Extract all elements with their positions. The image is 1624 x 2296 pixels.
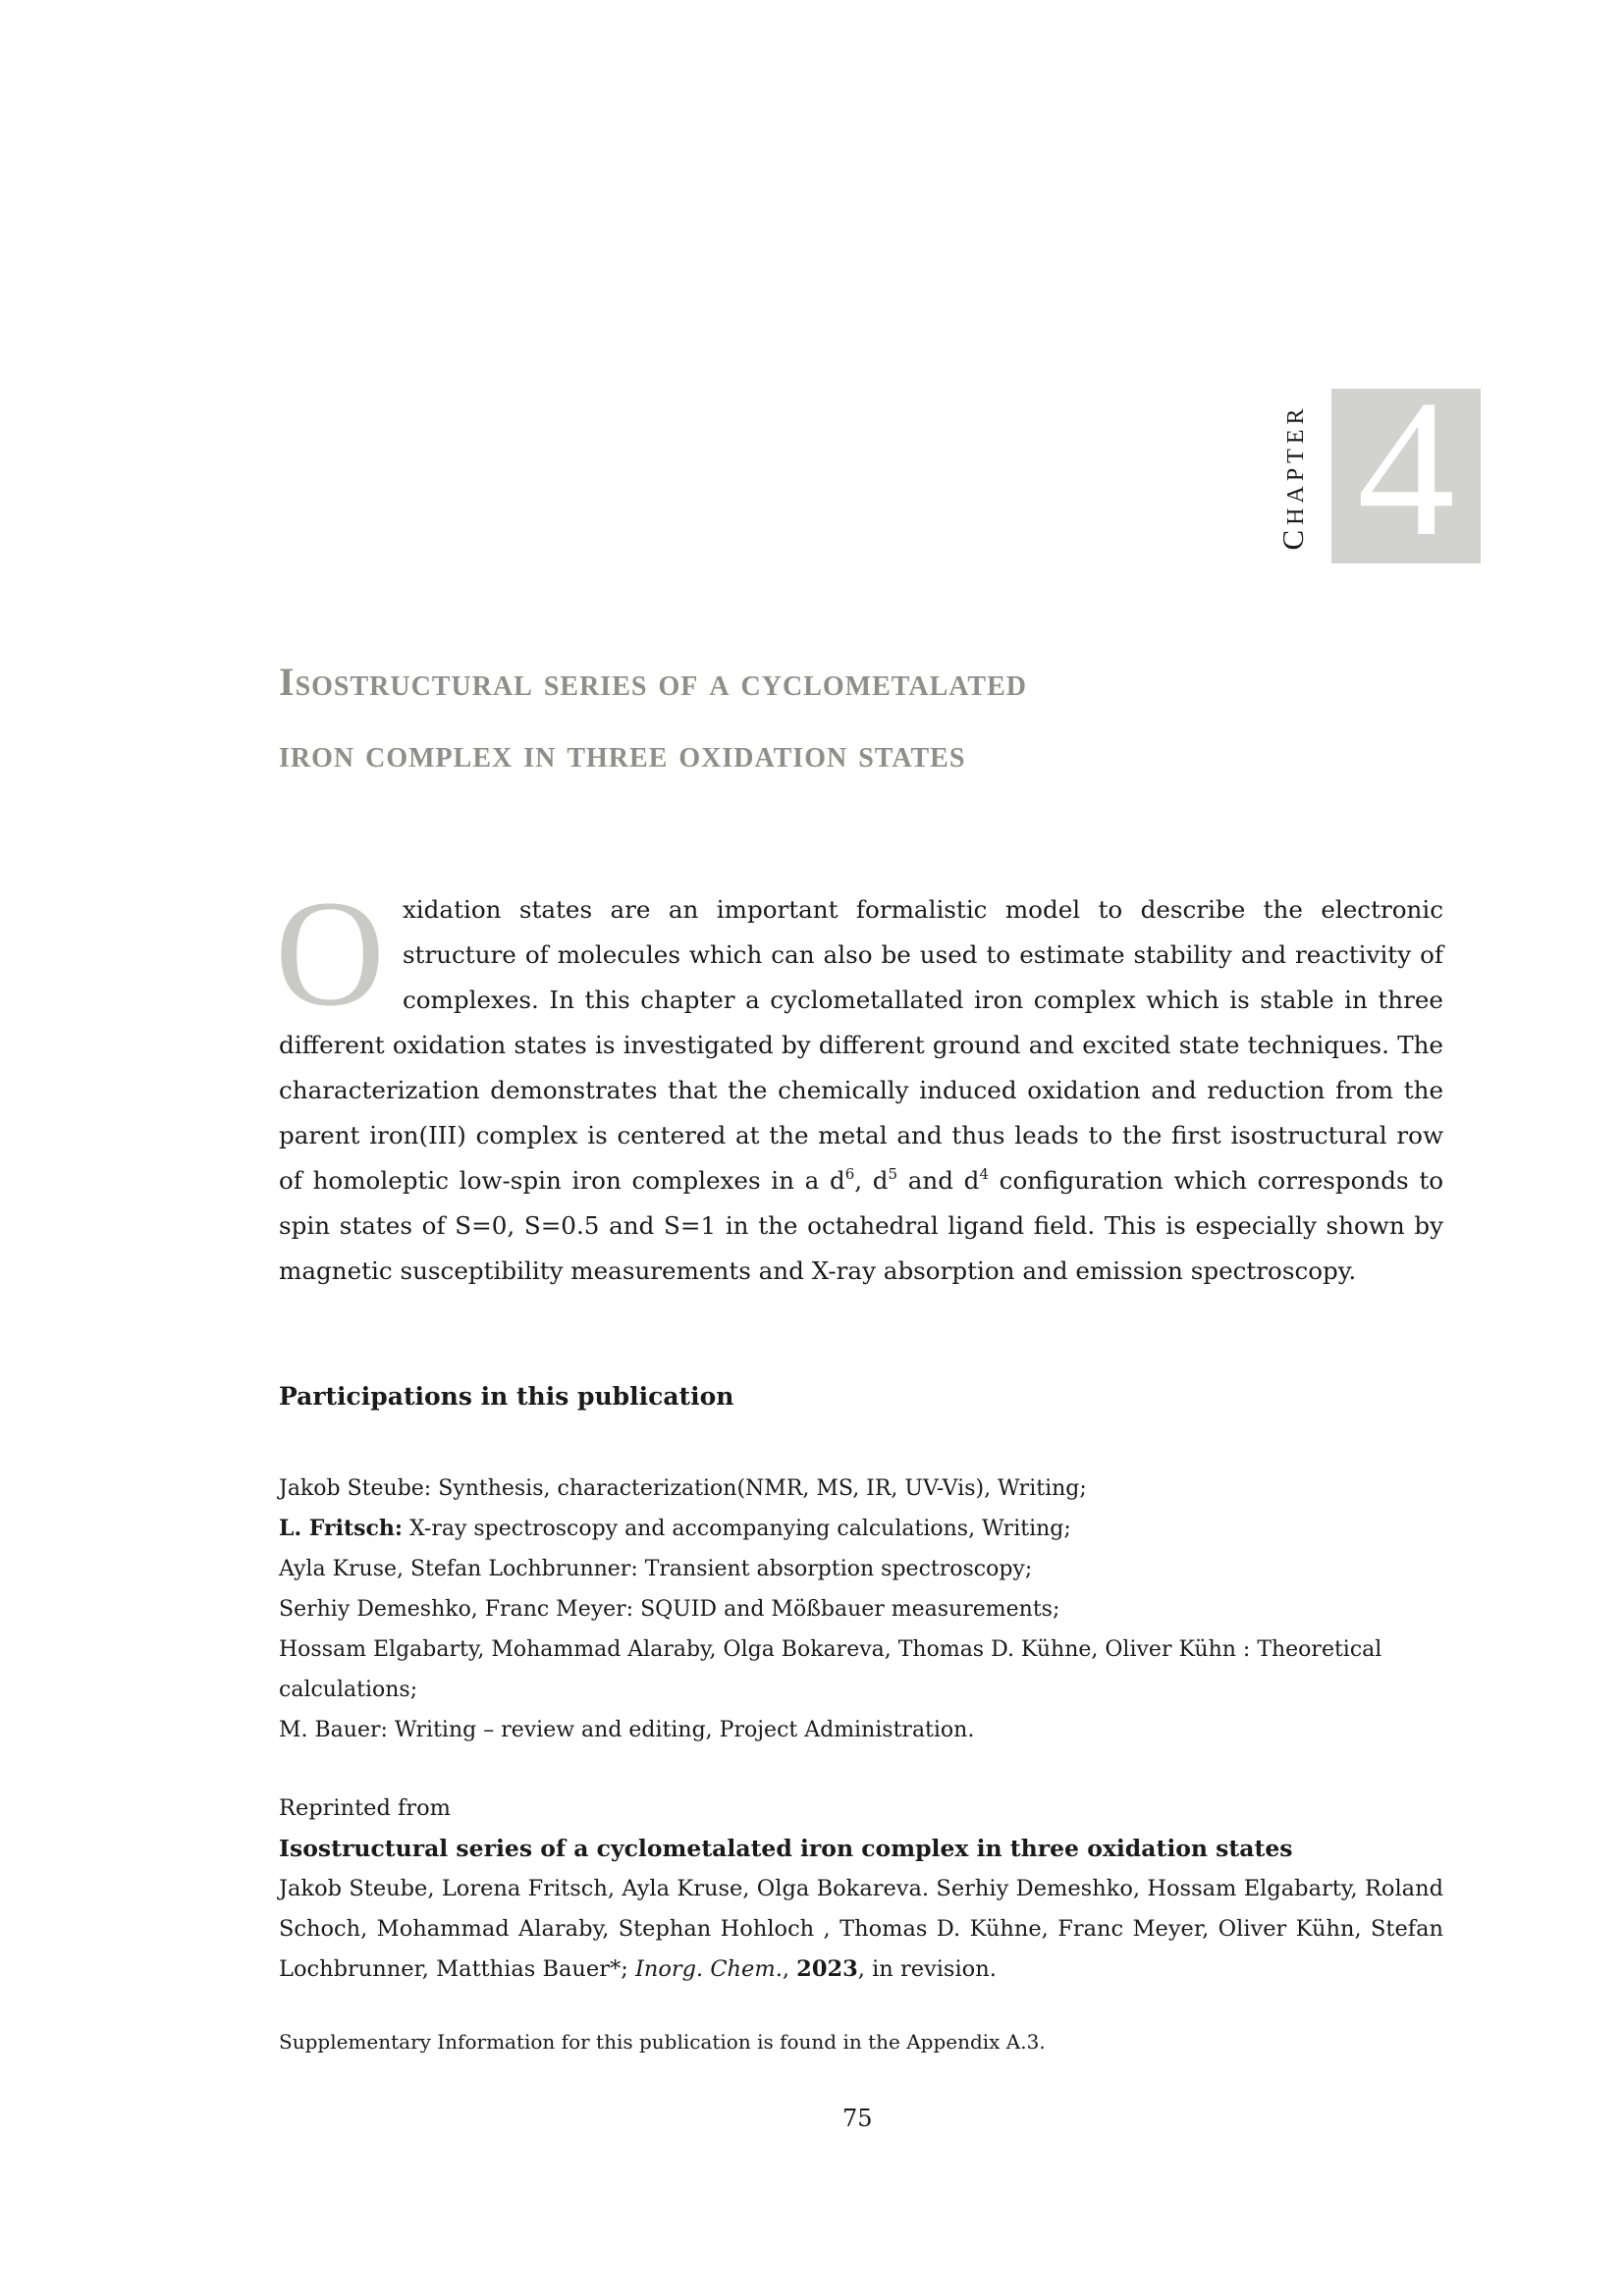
- publication-status: , in revision.: [857, 1956, 997, 1982]
- participation-contribution: X-ray spectroscopy and accompanying calculations, Writing;: [403, 1517, 1071, 1541]
- author-list: Jakob Steube, Lorena Fritsch, Ayla Kruse, Olga Bokareva. Serhiy Demeshko, Hossam Elgabarty, Roland Schoch, Mohammad Alaraby, Stephan Hohloch , Thomas D. Kühne, Franc Meyer, Oliver Kühn, Stefan Lochbrunner, Matthias Bauer*;: [279, 1876, 1443, 1982]
- participation-item: M. Bauer: Writing – review and editing, Project Administration.: [279, 1718, 975, 1742]
- superscript-6: 6: [844, 1165, 855, 1183]
- chapter-label-text: [1275, 403, 1311, 550]
- participation-item: Ayla Kruse, Stefan Lochbrunner: Transient absorption spectroscopy;: [279, 1557, 1033, 1581]
- chapter-number-box: [1331, 389, 1481, 563]
- abstract-text-3: and d: [897, 1166, 980, 1195]
- chapter-label-initial: C: [1275, 524, 1310, 551]
- chapter-number: 4: [1357, 389, 1455, 563]
- abstract: [275, 869, 1444, 1294]
- journal-name: Inorg. Chem.: [634, 1956, 783, 1982]
- chapter-title-line1: Isostructural series of a cyclometalated: [279, 660, 1027, 704]
- participation-item: Hossam Elgabarty, Mohammad Alaraby, Olga Bokareva, Thomas D. Kühne, Oliver Kühn : Theoretical calculations;: [279, 1637, 1382, 1702]
- publication-title: Isostructural series of a cyclometalated iron complex in three oxidation states: [279, 1835, 1293, 1862]
- abstract-text-1: xidation states are an important formalistic model to describe the electronic structure of molecules which can also be used to estimate stability and reactivity of complexes. In this chapter a cyclometallated iron complex which is stable in three different oxidation states is investigated by different ground and excited state techniques. The characterization demonstrates that the chemically induced oxidation and reduction from the parent iron(III) complex is centered at the metal and thus leads to the first isostructural row of homoleptic low-spin iron complexes in a d: [279, 895, 1443, 1195]
- participation-item: Serhiy Demeshko, Franc Meyer: SQUID and Mößbauer measurements;: [279, 1597, 1060, 1622]
- publication-year: 2023: [796, 1956, 858, 1982]
- participations-heading: Participations in this publication: [279, 1382, 734, 1411]
- participations-list: [279, 1468, 1443, 1750]
- participation-item: Jakob Steube: Synthesis, characterization(NMR, MS, IR, UV-Vis), Writing;: [279, 1476, 1087, 1501]
- chapter-label-rest: HAPTER: [1283, 403, 1309, 525]
- participation-item: [279, 1509, 1443, 1549]
- reprint-intro: Reprinted from: [279, 1795, 451, 1821]
- publication-authors: [279, 1869, 1443, 1990]
- participation-author-bold: L. Fritsch:: [279, 1516, 404, 1541]
- abstract-text-4: configuration which corresponds to spin states of S=0, S=0.5 and S=1 in the octahedral ligand field. This is especially shown by magnetic susceptibility measurements and X-ray absorption and emission spectroscopy.: [279, 1166, 1444, 1285]
- reprint-info: [279, 1789, 1443, 1990]
- superscript-4: 4: [979, 1165, 989, 1183]
- supplementary-note: Supplementary Information for this publication is found in the Appendix A.3.: [279, 2030, 1046, 2054]
- chapter-title: [279, 646, 1388, 789]
- chapter-label: [1267, 389, 1320, 565]
- drop-cap: O: [275, 869, 385, 1038]
- chapter-title-line2: iron complex in three oxidation states: [279, 731, 966, 775]
- page-number: 75: [842, 2105, 873, 2132]
- abstract-text-2: , d: [854, 1166, 889, 1195]
- citation-separator: ,: [782, 1956, 797, 1982]
- superscript-5: 5: [888, 1165, 898, 1183]
